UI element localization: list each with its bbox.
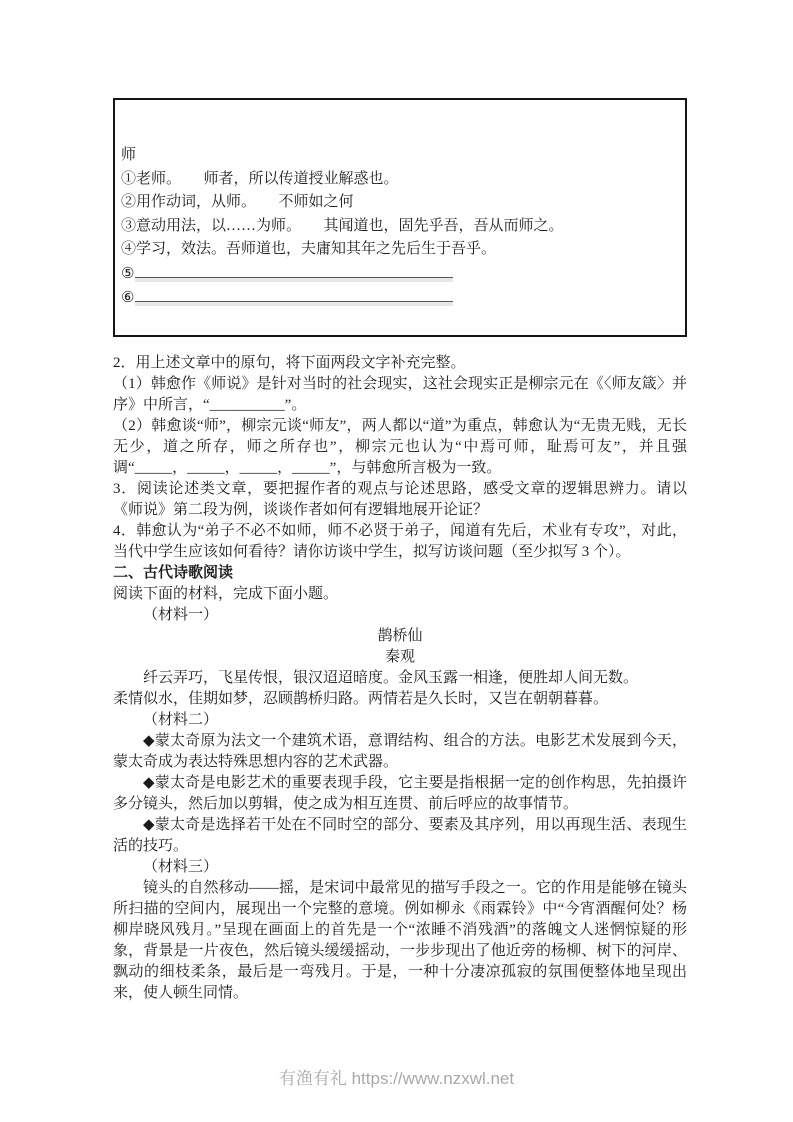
blank-label-5: ⑤ (121, 265, 135, 282)
poem-line-2: 柔情似水，佳期如梦，忍顾鹊桥归路。两情若是久长时，又岂在朝朝暮暮。 (113, 691, 609, 707)
worksheet-body (113, 353, 687, 1004)
poetry-intro: 阅读下面的材料，完成下面小题。 (113, 586, 339, 602)
question-2-part-2: （2）韩愈谈“师”，柳宗元谈“师友”，两人都以“道”为重点，韩愈认为“无贵无贱，无长无少，道之所存，师之所存也”，柳宗元也认为“中焉可师，耻焉可友”，并且强调“_____，_____，_____，_____”，与韩愈所言极为一致。 (113, 418, 687, 476)
section-heading-poetry: 二、古代诗歌阅读 (113, 565, 234, 581)
material-1-label: （材料一） (143, 607, 219, 623)
fill-in-blank-line (135, 262, 453, 278)
material-3-label: （材料三） (143, 859, 219, 875)
definition-headword: 师 (121, 147, 137, 163)
definition-entry-2: ②用作动词，从师。 不师如之何 (121, 194, 354, 210)
worksheet-page (113, 98, 687, 1004)
montage-bullet-2: ◆蒙太奇是电影艺术的重要表现手段，它主要是指根据一定的创作构思，先拍摄许多分镜头，然后加以剪辑，使之成为相互连贯、前后呼应的故事情节。 (113, 775, 687, 812)
montage-bullet-1: ◆蒙太奇原为法文一个建筑术语，意谓结构、组合的方法。电影艺术发展到今天，蒙太奇成为表达特殊思想内容的艺术武器。 (113, 733, 687, 770)
poem-author: 秦观 (384, 649, 415, 665)
poem-title: 鹊桥仙 (377, 628, 423, 644)
footer-watermark: 有渔有礼 https://www.nzxwl.net (278, 1069, 515, 1088)
question-3: 3．阅读论述类文章，要把握作者的观点与论述思路，感受文章的逻辑思辨力。请以《师说》第二段为例，谈谈作者如何有逻辑地展开论证？ (113, 481, 687, 518)
material-3-paragraph: 镜头的自然移动——摇，是宋词中最常见的描写手段之一。它的作用是能够在镜头所扫描的空间内，展现出一个完整的意境。例如柳永《雨霖铃》中“今宵酒醒何处？杨柳岸晓风残月。”呈现在画面上的首先是一个“浓睡不消残酒”的落魄文人迷惘惊疑的形象，背景是一片夜色，然后镜头缓缓摇动，一步步现出了他近旁的杨柳、树下的河岸、飘动的细枝柔条，最后是一弯残月。于是，一种十分凄凉孤寂的氛围便整体地呈现出来，使人顿生同情。 (113, 880, 687, 1001)
blank-label-6: ⑥ (121, 290, 135, 306)
question-4: 4．韩愈认为“弟子不必不如师，师不必贤于弟子，闻道有先后，术业有专攻”，对此，当代中学生应该如何看待？请你访谈中学生，拟写访谈问题（至少拟写 3 个）。 (113, 523, 687, 560)
question-2-stem: 2．用上述文章中的原句，将下面两段文字补充完整。 (113, 355, 466, 371)
definition-blank-row-5 (121, 262, 677, 287)
definition-entry-3: ③意动用法，以……为师。 其闻道也，固先乎吾，吾从而师之。 (121, 217, 564, 234)
montage-bullet-3: ◆蒙太奇是选择若干处在不同时空的部分、要素及其序列，用以再现生活、表现生活的技巧。 (113, 817, 687, 854)
fill-in-blank-line (135, 286, 453, 302)
question-2-part-1: （1）韩愈作《师说》是针对当时的社会现实，这社会现实正是柳宗元在《〈师友箴〉并序》中所言，“__________”。 (113, 376, 687, 413)
material-2-label: （材料二） (143, 712, 219, 728)
definition-entry-1: ①老师。 师者，所以传道授业解惑也。 (121, 170, 399, 187)
poem-line-1: 纤云弄巧，飞星传恨，银汉迢迢暗度。金风玉露一相逢，便胜却人间无数。 (143, 670, 639, 686)
definition-box (113, 98, 687, 337)
definition-blank-row-6 (121, 286, 677, 311)
definition-entry-4: ④学习，效法。吾师道也，夫庸知其年之先后生于吾乎。 (121, 241, 497, 257)
